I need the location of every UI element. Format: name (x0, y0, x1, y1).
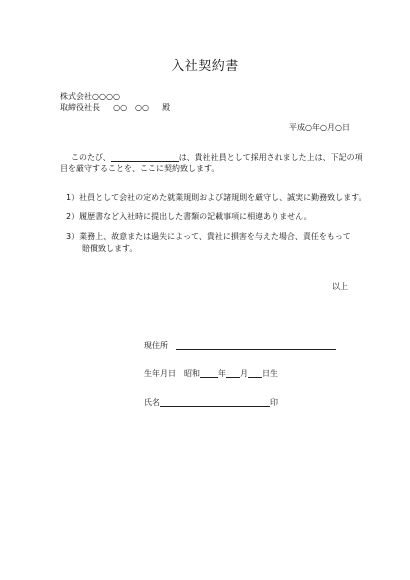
intro-line-1 (71, 153, 363, 162)
name-label: 氏名 (144, 398, 160, 407)
president-name: ○○ ○○ (113, 103, 150, 112)
seal-mark: 印 (270, 398, 278, 407)
birthdate-label: 生年月日 (144, 369, 176, 378)
intro-line-2: 目を厳守することを、ここに契約致します。 (60, 164, 220, 173)
clause-2: 2）履歴書など入社時に提出した書類の記載事項に相違ありません。 (66, 212, 312, 221)
intro-end: は、貴社社員として採用されました上は、下記の項 (178, 153, 363, 162)
president-title: 取締役社長 (60, 103, 100, 112)
birthdate-row (144, 369, 278, 378)
birth-year-field[interactable] (200, 369, 218, 378)
birth-day-unit: 日生 (262, 369, 278, 378)
address-field[interactable] (176, 341, 336, 350)
addressee-president (60, 104, 170, 112)
clause-3-continuation: 賠償致します。 (82, 244, 138, 253)
birth-era: 昭和 (184, 369, 200, 378)
address-row (144, 341, 336, 350)
name-field[interactable] (160, 398, 270, 407)
employee-name-blank[interactable] (111, 153, 179, 162)
intro-start: このたび、 (71, 153, 111, 162)
name-row (144, 398, 278, 407)
document-date: 平成○年○月○日 (289, 123, 350, 132)
addressee-company: 株式会社○○○○ (60, 92, 120, 101)
clause-1: 1）社員として会社の定めた就業規則および諸規則を厳守し、誠実に勤務致します。 (66, 193, 367, 202)
honorific: 殿 (162, 103, 171, 112)
birth-day-field[interactable] (248, 369, 262, 378)
clause-3: 3）業務上、故意または過失によって、貴社に損害を与えた場合、責任をもって (66, 232, 351, 241)
birth-year-unit: 年 (218, 369, 226, 378)
address-label: 現住所 (144, 341, 168, 350)
document-title: 入社契約書 (171, 59, 239, 74)
birth-month-field[interactable] (226, 369, 240, 378)
closing-mark: 以上 (332, 282, 348, 291)
birth-month-unit: 月 (240, 369, 248, 378)
